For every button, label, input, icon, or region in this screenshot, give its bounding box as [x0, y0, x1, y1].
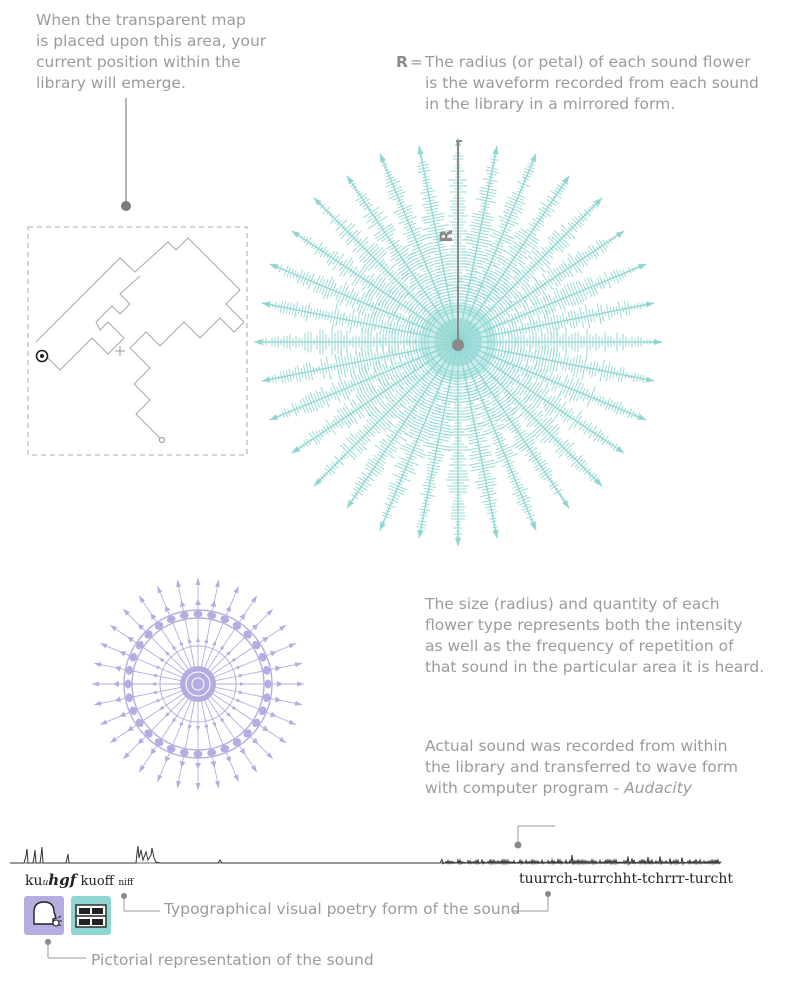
current-position-marker-center [40, 354, 44, 358]
flower-spoke-arrow [127, 637, 134, 643]
flower-spoke-tip [289, 720, 296, 725]
flower-petal-tip [270, 414, 279, 420]
library-end-dot [160, 438, 165, 443]
flower-ring-blob [251, 717, 262, 728]
flower-ring-blob [125, 680, 132, 689]
flower-spoke-tip [234, 775, 239, 782]
radius-note-equals: = [410, 53, 423, 71]
poetry-left-2: hgf [48, 871, 77, 889]
flower-ring-blob [194, 751, 203, 758]
flower-spoke-tip [196, 578, 201, 585]
flower-inner-tick [236, 666, 241, 670]
flower-spoke-tip [295, 701, 302, 706]
flower-petal-tip [638, 264, 647, 270]
flower-ring-blob [231, 737, 242, 748]
flower-petal-tip [418, 530, 424, 538]
flower-petal-tip [418, 146, 424, 154]
flower-spoke-tip [100, 720, 107, 725]
flower-petal-tip [654, 339, 662, 345]
flower-petal-tip [616, 446, 624, 453]
radius-note-symbol: R [396, 53, 408, 71]
radius-note-text: The radius (or petal) of each sound flower is the waveform recorded from each sound in the library in a mirrored form. [425, 53, 759, 113]
flower-petal-tip [455, 538, 461, 546]
flower-spoke [123, 609, 188, 674]
flower-spoke [208, 609, 273, 674]
flower-inner-tick [151, 682, 156, 686]
flower-inner-tick [220, 645, 224, 650]
audacity-program-name: Audacity [624, 779, 692, 797]
poetry-left-4: niff [118, 878, 134, 888]
flower-ring-blob [153, 737, 164, 748]
flower-spoke-arrow [210, 601, 216, 607]
flower-petal-tip [380, 522, 386, 531]
size-note: The size (radius) and quantity of each flower type represents both the intensity as well as the frequency of repetition of that sound in the particular area it is heard. [425, 595, 765, 676]
flower-inner-tick [172, 718, 176, 723]
flower-petal-tip [493, 146, 499, 154]
flower-spoke [123, 694, 188, 759]
flower-inner-tick [155, 698, 160, 702]
flower-inner-tick [152, 674, 157, 678]
flower-inner-tick [180, 722, 184, 727]
bookshelf-icon [71, 896, 111, 935]
flower-inner-tick [155, 666, 160, 670]
flower-spoke [208, 694, 273, 759]
flower-petal-tip [616, 231, 624, 238]
flower-inner-tick [180, 641, 184, 646]
flower-spoke-tip [215, 580, 220, 587]
flower-spoke-tip [279, 625, 286, 631]
poetry-left-1: ku [25, 873, 43, 889]
flower-spoke-arrow [275, 696, 281, 702]
poetry-left-1-small: u [42, 878, 49, 888]
flower-inner-tick [212, 722, 216, 727]
flower-spoke-tip [295, 662, 302, 667]
flower-spoke-arrow [277, 681, 283, 687]
flower-inner-tick [220, 718, 224, 723]
flower-petal-tip [646, 302, 654, 308]
flower-spoke-tip [139, 765, 145, 772]
flower-inner-tick [212, 641, 216, 646]
head-with-ear-icon [24, 896, 64, 935]
flower-inner-tick [204, 725, 208, 730]
flower-spoke-tip [297, 682, 304, 687]
flower-spoke-tip [176, 580, 181, 587]
flower-inner-tick [188, 638, 192, 643]
flower-spoke-tip [279, 737, 286, 743]
flower-ring-blob [153, 620, 164, 631]
flower-spoke-arrow [151, 748, 157, 755]
audacity-note-text: Actual sound was recorded from within the library and transferred to wave form with computer program - [425, 737, 738, 797]
waveform-left [10, 846, 440, 863]
flower-inner-tick [236, 698, 241, 702]
flower-spoke-arrow [195, 599, 201, 605]
flower-petal-tip [347, 500, 354, 508]
flower-spoke-arrow [275, 666, 281, 672]
flower-ring-blob [134, 717, 145, 728]
flower-spoke-arrow [127, 725, 134, 731]
flower-spoke-tip [139, 596, 145, 603]
flower-spoke-tip [196, 783, 201, 790]
flower-inner-tick [232, 706, 237, 710]
flower-spoke-arrow [239, 613, 245, 620]
flower-inner-tick [239, 690, 244, 694]
audacity-leader-dot [515, 842, 522, 849]
pictorial-label: Pictorial representation of the sound [91, 951, 374, 969]
flower-inner-tick [188, 725, 192, 730]
flower-spoke-tip [215, 781, 220, 788]
map-note: When the transparent map is placed upon this area, your current position within the library will emerge. [36, 11, 267, 92]
flower-spoke-tip [251, 596, 257, 603]
flower-spoke-arrow [262, 637, 269, 643]
flower-spoke-arrow [113, 681, 119, 687]
flower-petal-tip [262, 302, 270, 308]
flower-inner-tick [196, 637, 200, 642]
map-note-leader-dot [121, 201, 131, 211]
flower-inner-tick [196, 726, 200, 731]
flower-spoke-tip [251, 765, 257, 772]
radius-indicator-center [452, 339, 464, 351]
typographical-label: Typographical visual poetry form of the sound [164, 900, 521, 918]
flower-petal-waveform [350, 364, 446, 503]
flower-spoke-arrow [195, 763, 201, 769]
lavender-sound-flower [92, 578, 304, 790]
flower-spoke-tip [289, 643, 296, 648]
flower-inner-tick [240, 682, 245, 686]
flower-petal-tip [562, 176, 569, 184]
flower-spoke-arrow [262, 725, 269, 731]
flower-spoke-tip [94, 662, 101, 667]
flower-center [180, 666, 216, 702]
flower-spoke-arrow [180, 601, 186, 607]
flower-inner-tick [239, 674, 244, 678]
flower-petal-tip [254, 339, 262, 345]
flower-petal-tip [646, 377, 654, 383]
flower-spoke-tip [92, 682, 99, 687]
flower-spoke-tip [157, 775, 162, 782]
flower-ring-blob [134, 639, 145, 650]
flower-petal-tip [530, 154, 536, 163]
flower-petal-tip [292, 231, 300, 238]
flower-spoke-tip [176, 781, 181, 788]
flower-spoke-arrow [115, 696, 121, 702]
flower-spoke-arrow [115, 666, 121, 672]
flower-inner-tick [159, 706, 164, 710]
flower-petal-tip [292, 446, 300, 453]
poetry-right: tuurrch-turrchht-tchrrr-turcht [519, 871, 733, 887]
flower-spoke-arrow [210, 761, 216, 767]
typo-leader-dot-right [545, 891, 551, 897]
flower-spoke-tip [157, 586, 162, 593]
flower-spoke-arrow [239, 748, 245, 755]
flower-petal-tip [493, 530, 499, 538]
flower-petal-tip [262, 377, 270, 383]
flower-ring-blob [251, 639, 262, 650]
flower-inner-tick [159, 658, 164, 662]
poetry-left [25, 871, 133, 889]
flower-ring-blob [231, 620, 242, 631]
flower-ring-blob [194, 611, 203, 618]
flower-spoke-tip [234, 586, 239, 593]
flower-inner-tick [232, 658, 237, 662]
flower-petal-tip [347, 176, 354, 184]
flower-inner-tick [172, 645, 176, 650]
flower-petal-tip [562, 500, 569, 508]
flower-petal-waveform [298, 234, 437, 330]
flower-spoke-arrow [151, 613, 157, 620]
flower-spoke-tip [110, 625, 117, 631]
flower-ring-blob [265, 680, 272, 689]
radius-axis-label: R [437, 229, 457, 243]
flower-inner-tick [204, 638, 208, 643]
library-floor-plan [36, 238, 244, 438]
poetry-left-3: kuoff [80, 874, 114, 889]
flower-spoke-tip [94, 701, 101, 706]
flower-spoke-tip [100, 643, 107, 648]
flower-inner-tick [152, 690, 157, 694]
flower-spoke-arrow [180, 761, 186, 767]
flower-spoke-tip [110, 737, 117, 743]
